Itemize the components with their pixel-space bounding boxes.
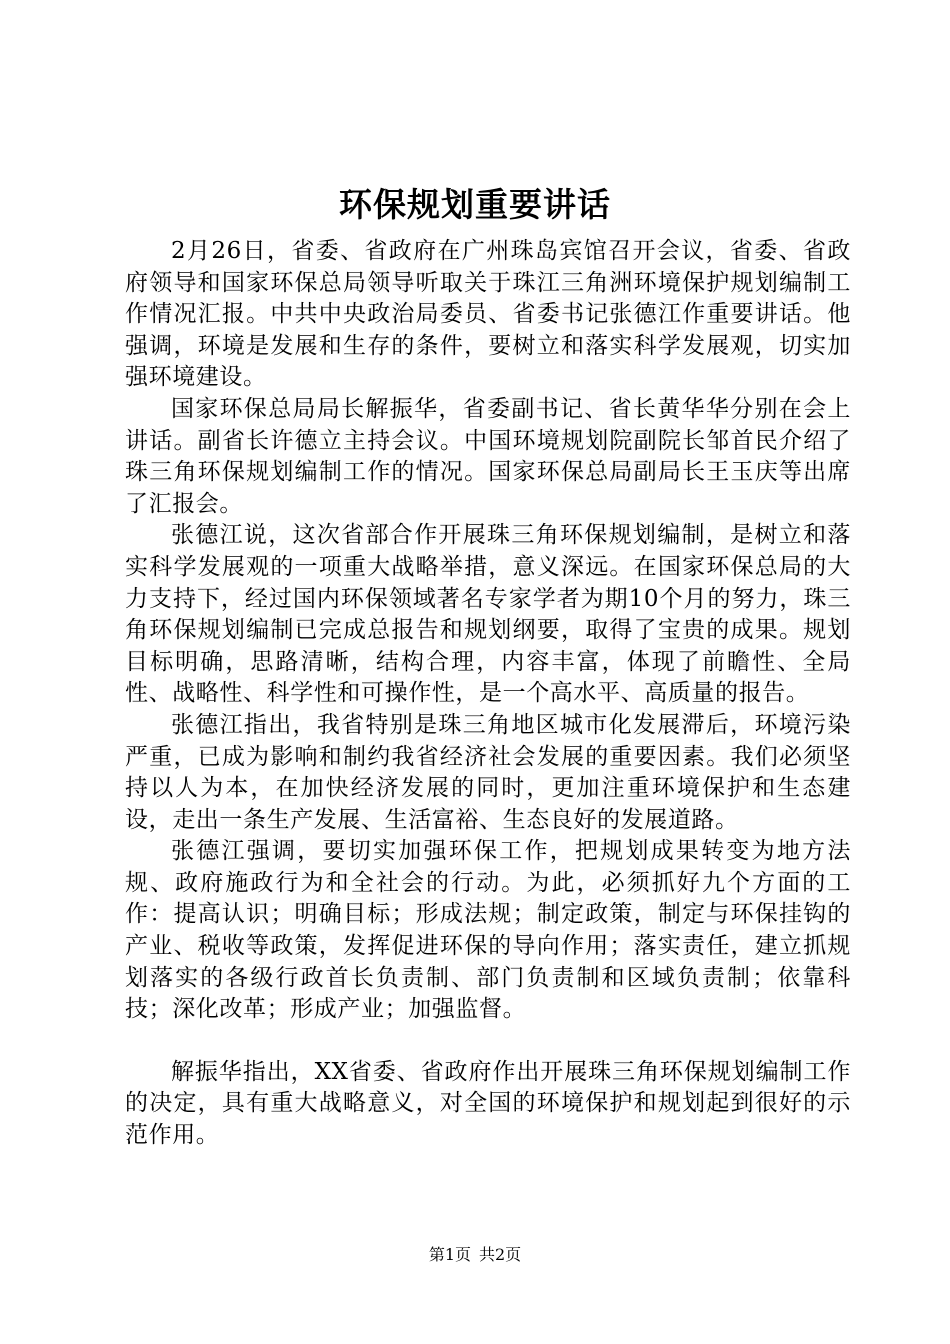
paragraph-2: 国家环保总局局长解振华，省委副书记、省长黄华华分别在会上讲话。副省长许德立主持会议。中国环境规划院副院长邹首民介绍了珠三角环保规划编制工作的情况。国家环保总局副局长王玉庆等出席了汇报会。 bbox=[125, 395, 851, 517]
paragraph-1: 2月26日，省委、省政府在广州珠岛宾馆召开会议，省委、省政府领导和国家环保总局领导听取关于珠江三角洲环境保护规划编制工作情况汇报。中共中央政治局委员、省委书记张德江作重要讲话。他强调，环境是发展和生存的条件，要树立和落实科学发展观，切实加强环境建设。 bbox=[125, 238, 851, 391]
document-title: 环保规划重要讲话 bbox=[339, 185, 611, 224]
page-number-total: 共2页 bbox=[479, 1245, 522, 1264]
paragraph-6: 解振华指出，XX省委、省政府作出开展珠三角环保规划编制工作的决定，具有重大战略意义，对全国的环境保护和规划起到很好的示范作用。 bbox=[125, 1058, 851, 1149]
paragraph-5: 张德江强调，要切实加强环保工作，把规划成果转变为地方法规、政府施政行为和全社会的行动。为此，必须抓好九个方面的工作：提高认识；明确目标；形成法规；制定政策，制定与环保挂钩的产业、税收等政策，发挥促进环保的导向作用；落实责任，建立抓规划落实的各级行政首长负责制、部门负责制和区域负责制；依靠科技；深化改革；形成产业；加强监督。 bbox=[125, 838, 851, 1023]
page-footer bbox=[0, 1244, 950, 1266]
page-number-current: 第1页 bbox=[428, 1245, 471, 1264]
paragraph-4: 张德江指出，我省特别是珠三角地区城市化发展滞后，环境污染严重，已成为影响和制约我省经济社会发展的重要因素。我们必须坚持以人为本，在加快经济发展的同时，更加注重环境保护和生态建设，走出一条生产发展、生活富裕、生态良好的发展道路。 bbox=[125, 711, 851, 833]
document-body bbox=[125, 236, 851, 1152]
paragraph-3: 张德江说，这次省部合作开展珠三角环保规划编制，是树立和落实科学发展观的一项重大战略举措，意义深远。在国家环保总局的大力支持下，经过国内环保领域著名专家学者为期10个月的努力，珠三角环保规划编制已完成总报告和规划纲要，取得了宝贵的成果。规划目标明确，思路清晰，结构合理，内容丰富，体现了前瞻性、全局性、战略性、科学性和可操作性，是一个高水平、高质量的报告。 bbox=[125, 522, 851, 707]
